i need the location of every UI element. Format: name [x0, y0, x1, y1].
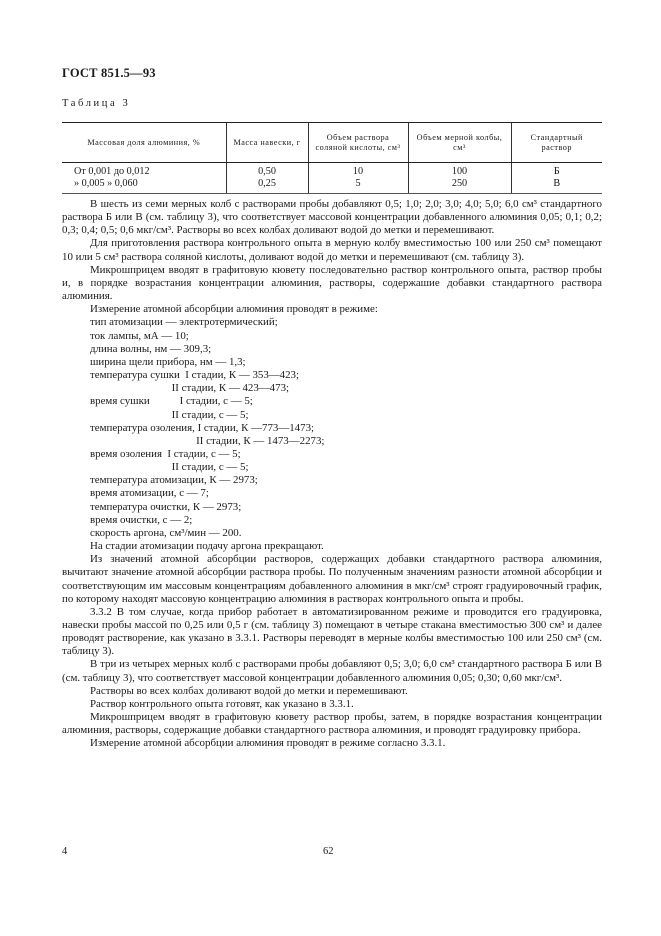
paragraph: Для приготовления раствора контрольного опыта в мерную колбу вместимостью 100 или 250 см³ помещают 10 или 5 см³ раствора соляной кислоты, доливают водой до метки и перемешивают (см. таблицу 3). [62, 237, 602, 263]
table-header-row [62, 123, 602, 163]
list-item: II стадии, с — 5; [90, 461, 249, 474]
column-header: Массовая доля алюминия, % [62, 123, 226, 163]
list-item: II стадии, К — 1473—2273; [90, 434, 325, 447]
table-cell: От 0,001 до 0,012 [74, 166, 150, 177]
column-header: Объем раствора соляной кислоты, см³ [308, 123, 408, 163]
column-header: Масса навески, г [226, 123, 308, 163]
table-cell: » 0,005 » 0,060 [62, 178, 226, 194]
list-item: время озоления I стадии, с — 5; [90, 447, 241, 460]
body-text [62, 198, 602, 751]
list-item: температура очистки, К — 2973; [90, 500, 242, 513]
paragraph: Из значений атомной абсорбции растворов, содержащих добавки стандартного раствора алюминия, вычитают значение атомной абсорбции раствора пробы. По полученным значениям разности атомной абсорбции и соответствующим им массовым концентрациям добавленного алюминия в мкг/см³ строят градуировочный график, по которому находят массовую концентрацию алюминия в растворах контрольного опыта и пробы. [62, 553, 602, 605]
table-caption: Таблица 3 [62, 98, 131, 109]
column-header: Объем мерной колбы, см³ [408, 123, 511, 163]
paragraph: Микрошприцем вводят в графитовую кювету раствор пробы, затем, в порядке возрастания концентрации алюминия, растворы, содержащие добавки стандартного раствора алюминия, и проводят градуировку прибора. [62, 711, 602, 737]
column-header: Стандартный раствор [511, 123, 602, 163]
table-cell: 10 [308, 163, 408, 178]
list-item: время очистки, с — 2; [90, 513, 193, 526]
paragraph: Раствор контрольного опыта готовят, как указано в 3.3.1. [90, 697, 354, 710]
list-item: тип атомизации — электротермический; [90, 316, 278, 329]
list-item: скорость аргона, см³/мин — 200. [90, 526, 242, 539]
document-code: ГОСТ 851.5—93 [62, 66, 156, 80]
paragraph: На стадии атомизации подачу аргона прекращают. [90, 540, 324, 553]
mode-list [62, 316, 602, 540]
list-item: температура озоления, I стадии, К —773—1473; [90, 421, 315, 434]
paragraph: 3.3.2 В том случае, когда прибор работает в автоматизированном режиме и проводится его градуировка, навески пробы массой по 0,25 или 0,5 г (см. таблицу 3) помещают в четыре стакана вместимостью 300 см³ и далее проводят растворение, как указано в 3.3.1. Растворы переводят в мерные колбы вместимостью 100 или 250 см³ (см. таблицу 3). [62, 605, 602, 658]
list-item: II стадии, К — 423—473; [90, 382, 290, 395]
table-3 [62, 122, 602, 194]
list-item: длина волны, нм — 309,3; [90, 342, 212, 355]
list-item: температура сушки I стадии, К — 353—423; [90, 369, 300, 382]
table-cell: 0,25 [226, 178, 308, 194]
table-row [62, 163, 602, 178]
paragraph: Измерение атомной абсорбции алюминия проводят в режиме: [90, 303, 378, 316]
table-cell: 0,50 [226, 163, 308, 178]
paragraph: В три из четырех мерных колб с растворами пробы добавляют 0,5; 3,0; 6,0 см³ стандартного раствора Б или В (см. таблицу 3), что соответствует массовой концентрации добавленного алюминия 0,05; 0,30; 0,60 мкг/см³. [62, 658, 602, 684]
list-item: время сушки I стадии, с — 5; [90, 395, 253, 408]
table-cell: 250 [408, 178, 511, 194]
list-item: ширина щели прибора, нм — 1,3; [90, 355, 246, 368]
list-item: время атомизации, с — 7; [90, 487, 209, 500]
list-item: II стадии, с — 5; [90, 408, 249, 421]
table-cell: 100 [408, 163, 511, 178]
paragraph: В шесть из семи мерных колб с растворами пробы добавляют 0,5; 1,0; 2,0; 3,0; 4,0; 5,0; 6,0 см³ стандартного раствора Б или В (см. таблицу 3), что соответствует массовой концентрации добавленного алюминия 0,05; 0,1; 0,2; 0,3; 0,4; 0,5; 0,6 мкг/см³. Растворы во всех колбах доливают водой до метки и перемешивают. [62, 198, 602, 237]
list-item: ток лампы, мА — 10; [90, 329, 189, 342]
page-number: 62 [323, 846, 334, 857]
paragraph: Измерение атомной абсорбции алюминия проводят в режиме согласно 3.3.1. [90, 737, 446, 750]
table-cell: Б [511, 163, 602, 178]
footer-number: 4 [62, 846, 68, 857]
table-cell: 5 [308, 178, 408, 194]
table-cell: В [511, 178, 602, 194]
list-item: температура атомизации, К — 2973; [90, 474, 258, 487]
table-row [62, 178, 602, 194]
paragraph: Растворы во всех колбах доливают водой до метки и перемешивают. [90, 684, 408, 697]
paragraph: Микрошприцем вводят в графитовую кювету последовательно раствор контрольного опыта, раствор пробы и, в порядке возрастания концентрации алюминия, растворы, содержашие добавки стандартного раствора алюминия. [62, 263, 602, 303]
